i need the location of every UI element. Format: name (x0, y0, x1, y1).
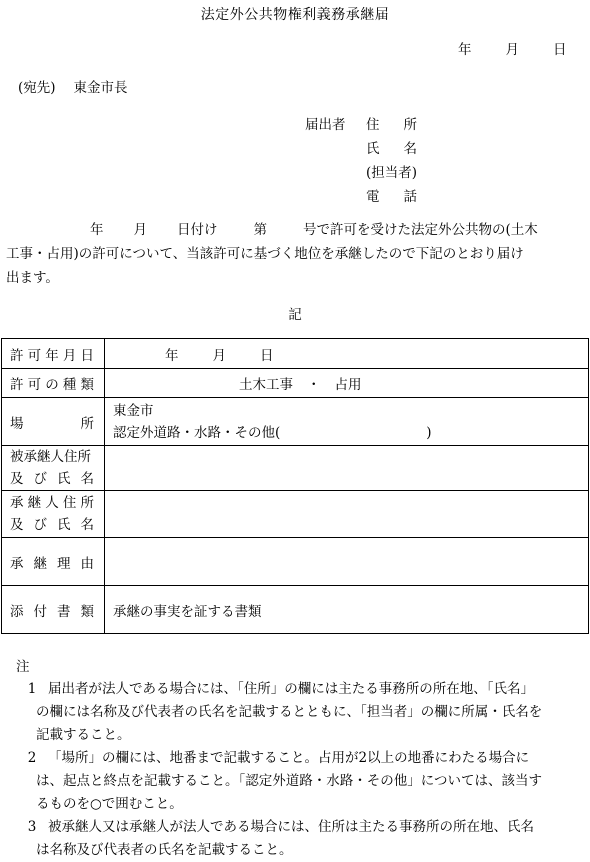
addressee-name: 東金市長 (73, 80, 128, 96)
row-predecessor (2, 446, 589, 491)
row-location (2, 398, 589, 446)
row-permit-date (2, 339, 589, 369)
notification-body: 年 月 日付け 第 号で許可を受けた法定外公共物の(土木 工事・占用)の許可について、当該許可に基づく地位を承継したので下記のとおり届け 出ます。 (6, 222, 538, 286)
date-month: 月 (505, 42, 519, 58)
location-label: 場 所 (2, 398, 105, 446)
submitter-contact-label: (担当者) (366, 165, 418, 181)
notes-section (16, 655, 586, 862)
submitter-address-label: 住 所 (366, 117, 417, 133)
row-reason (2, 538, 589, 586)
submission-date (458, 38, 567, 58)
permit-type-occupancy: 占用 (334, 377, 362, 393)
location-value[interactable]: 東金市 認定外道路・水路・その他( ) (105, 398, 589, 446)
attachments-label: 添 付 書 類 (2, 586, 105, 634)
note-3: 3 被承継人又は承継人が法人である場合には、住所は主たる事務所の所在地、氏名 は名称及び代表者の氏名を記載すること。 (27, 819, 534, 858)
reason-value[interactable] (105, 538, 589, 586)
date-year: 年 (458, 42, 472, 58)
date-day: 日 (553, 42, 567, 58)
successor-value[interactable] (105, 491, 589, 538)
note-1: 1 届出者が法人である場合には、「住所」の欄には主たる事務所の所在地、「氏名」 の欄には名称及び代表者の氏名を記載するとともに、「担当者」の欄に所属・氏名を 記載すること。 (27, 681, 543, 743)
document-title: 法定外公共物権利義務承継届 (200, 7, 390, 23)
row-permit-type (2, 369, 589, 398)
permit-date-label: 許 可 年 月 日 (2, 339, 105, 369)
successor-label: 承 継 人 住 所 及 び 氏 名 (2, 491, 105, 538)
addressee-prefix: (宛先) (18, 80, 56, 96)
predecessor-label: 被承継人住所 及 び 氏 名 (2, 446, 105, 491)
submitter-phone-label: 電 話 (366, 189, 417, 205)
addressee (18, 76, 128, 96)
submitter-name-label: 氏 名 (366, 141, 417, 157)
notification-table (1, 338, 589, 634)
attachments-value[interactable]: 承継の事実を証する書類 (105, 586, 589, 634)
permit-date-value[interactable]: 年 月 日 (105, 339, 589, 369)
notes-heading: 注 (16, 659, 30, 675)
reason-label: 承 継 理 由 (2, 538, 105, 586)
note-2: 2 「場所」の欄には、地番まで記載すること。占用が2以上の地番にわたる場合に は、起点と終点を記載すること。「認定外道路・水路・その他」については、該当す るものを○で囲むこと。 (27, 750, 542, 812)
predecessor-value[interactable] (105, 446, 589, 491)
row-attachments (2, 586, 589, 634)
permit-type-label: 許 可 の 種 類 (2, 369, 105, 398)
permit-type-construction: 土木工事 (239, 377, 293, 393)
row-successor (2, 491, 589, 538)
ki-heading: 記 (288, 307, 302, 323)
permit-type-value[interactable]: 土木工事 ・ 占用 (105, 369, 589, 398)
submitter-label: 届出者 (305, 117, 346, 133)
